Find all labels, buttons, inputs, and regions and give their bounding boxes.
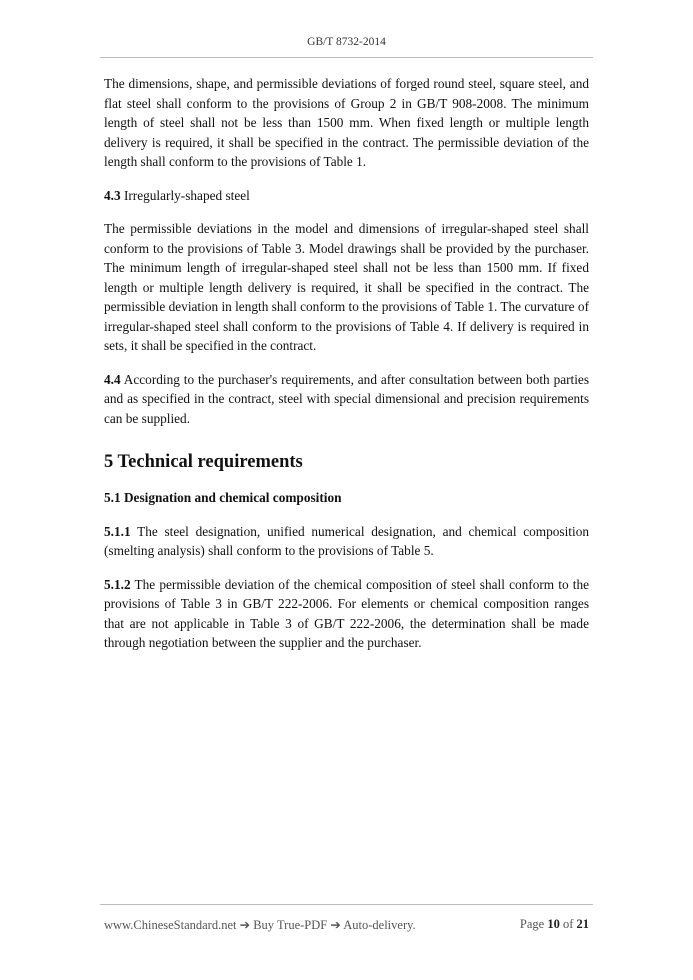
section-number: 5.1.2 bbox=[104, 576, 131, 592]
section-text: The permissible deviation of the chemical composition of steel shall conform to the provisions of Table 3 in GB/T 222-2006. For elements or chemical composition ranges that are not applicable in Table 3 of GB/T 222-2006, the determination shall be made through negotiation between the supplier and the purchaser. bbox=[104, 576, 589, 650]
section-text: According to the purchaser's requirements, and after consultation between both parties and as specified in the contract, steel with special dimensional and precision requirements can be supplied. bbox=[104, 371, 590, 426]
header-divider bbox=[100, 57, 593, 58]
page-header bbox=[104, 36, 589, 48]
paragraph-forged-steel: The dimensions, shape, and permissible deviations of forged round steel, square steel, and flat steel shall conform to the provisions of Group 2 in GB/T 908-2008. The minimum length of steel shall not be less than 1500 mm. When fixed length or multiple length delivery is required, it shall be specified in the contract. The permissible deviation of the length shall conform to the provisions of Table 1. bbox=[104, 76, 589, 169]
footer-divider bbox=[100, 904, 593, 905]
page-total: 21 bbox=[576, 917, 589, 931]
section-4-4-paragraph bbox=[104, 370, 589, 429]
of-label: of bbox=[562, 917, 574, 931]
doc-id: GB/T 8732-2014 bbox=[307, 36, 386, 48]
section-5-1-2-paragraph bbox=[104, 575, 589, 653]
section-title: Irregularly-shaped steel bbox=[123, 187, 250, 203]
section-text: The steel designation, unified numerical designation, and chemical composition (smelting analysis) shall conform to the provisions of Table 5. bbox=[104, 523, 589, 558]
footer-link[interactable]: www.ChineseStandard.net ➔ Buy True-PDF ➔ Auto-delivery. bbox=[104, 918, 416, 932]
section-5-1-heading: 5.1 Designation and chemical composition bbox=[104, 490, 342, 505]
page-body bbox=[104, 74, 589, 653]
section-5-heading: 5 Technical requirements bbox=[104, 452, 303, 472]
page-number: 10 bbox=[547, 917, 560, 931]
section-5-1-1-paragraph bbox=[104, 522, 589, 561]
section-number: 5.1.1 bbox=[104, 523, 131, 539]
section-number: 4.4 bbox=[104, 371, 121, 387]
page-indicator bbox=[520, 917, 589, 932]
paragraph-irregular-steel: The permissible deviations in the model and dimensions of irregular-shaped steel shall conform to the provisions of Table 3. Model drawings shall be provided by the purchaser. The minimum length of irregular-shaped steel shall not be less than 1500 mm. If fixed length or multiple length delivery is required, it shall be specified in the contract. The permissible deviation in length shall conform to the provisions of Table 1. The curvature of irregular-shaped steel shall conform to the provisions of Table 4. If delivery is required in sets, it shall be specified in the contract. bbox=[104, 221, 589, 353]
section-4-3-heading bbox=[104, 186, 589, 206]
section-number: 4.3 bbox=[104, 187, 121, 203]
page-label: Page bbox=[519, 917, 545, 931]
